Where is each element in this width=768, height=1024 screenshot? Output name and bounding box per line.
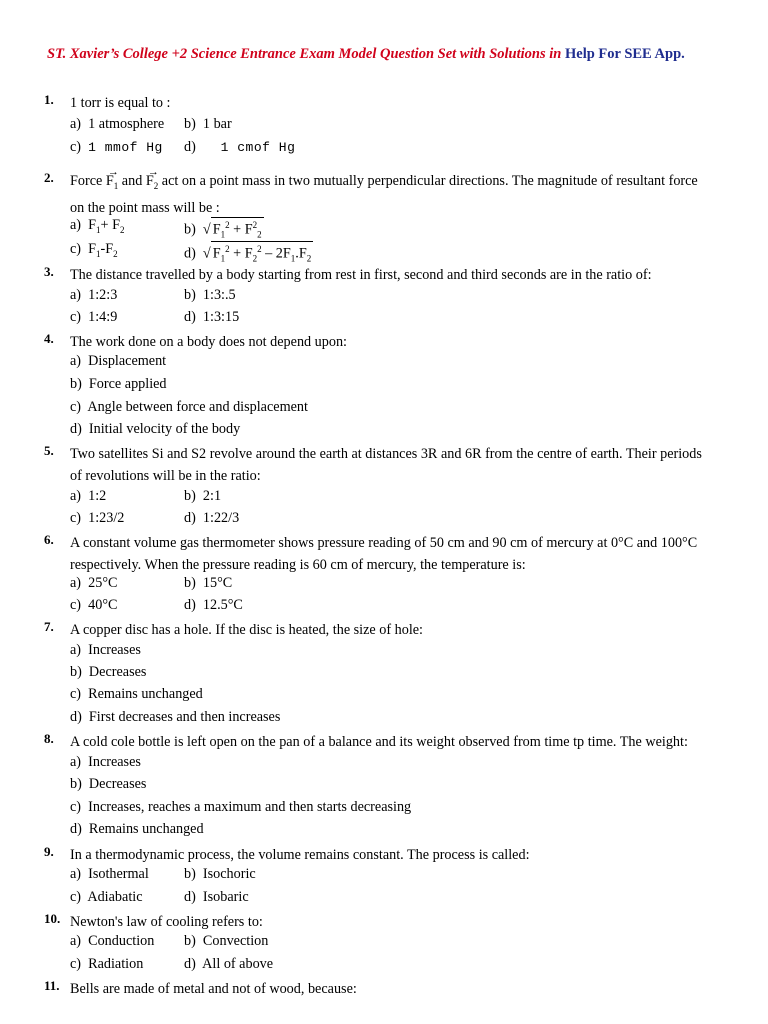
question-text: Two satellites Si and S2 revolve around the earth at distances 3R and 6R from the centre of earth. Their periods of revolutions will be in the ratio:: [70, 446, 702, 484]
option-b: b) Decreases: [70, 664, 147, 680]
question-number: 3.: [44, 264, 54, 279]
page-header: [47, 46, 737, 63]
question-text: Bells are made of metal and not of wood, because:: [70, 981, 357, 997]
option-b: b) 2:1: [184, 488, 222, 504]
option-c: c) $F_1-F_2$: [70, 241, 118, 259]
option-c: c) Radiation: [70, 956, 144, 972]
option-b: b) Convection: [184, 933, 269, 949]
question-text: Force → $F_1$ and → $F_2$ act on a point mass in two mutually perpendicular directions. The magnitude of resultant force on the point mass will be :: [70, 170, 750, 219]
question-text: The distance travelled by a body starting from rest in first, second and third seconds are in the ratio of:: [70, 267, 652, 283]
question-text: The work done on a body does not depend upon:: [70, 334, 347, 350]
question-number: 4.: [44, 331, 54, 346]
question-number: 6.: [44, 532, 54, 547]
option-b: b) Decreases: [70, 776, 147, 792]
question-number: 8.: [44, 731, 54, 746]
option-c: c) 1:4:9: [70, 309, 118, 325]
option-a: a) 1:2:3: [70, 287, 118, 303]
option-d: d) Remains unchanged: [70, 821, 204, 837]
header-title: ST. Xavier’s College +2 Science Entrance Exam Model Question Set with Solutions in: [47, 46, 562, 62]
option-c: c) Angle between force and displacement: [70, 399, 308, 415]
option-d: d) All of above: [184, 956, 274, 972]
header-app-name: Help For SEE App.: [564, 46, 685, 62]
option-b: b) 1 bar: [184, 116, 232, 132]
question-number: 2.: [44, 170, 54, 185]
question-number: 7.: [44, 619, 54, 634]
option-d: d) Isobaric: [184, 889, 249, 905]
option-d: d) First decreases and then increases: [70, 709, 281, 725]
option-b: b) Isochoric: [184, 866, 256, 882]
option-c: c) 40°C: [70, 597, 118, 613]
question-text: 1 torr is equal to :: [70, 95, 171, 111]
option-a: a) 25°C: [70, 575, 118, 591]
option-c: c) Increases, reaches a maximum and then starts decreasing: [70, 799, 412, 815]
option-d: d) 12.5°C: [184, 597, 243, 613]
question-text: Newton's law of cooling refers to:: [70, 914, 263, 930]
question-text: In a thermodynamic process, the volume remains constant. The process is called:: [70, 847, 530, 863]
question-text: A cold cole bottle is left open on the pan of a balance and its weight observed from time tp time. The weight:: [70, 734, 688, 750]
option-a: a) 1:2: [70, 488, 107, 504]
question-number: 1.: [44, 92, 54, 107]
option-b: b) 1:3:.5: [184, 287, 236, 303]
question-text: A copper disc has a hole. If the disc is heated, the size of hole:: [70, 622, 423, 638]
option-c: c) 1:23/2: [70, 510, 125, 526]
option-c: c) Remains unchanged: [70, 686, 203, 702]
option-a: a) $F_1+ F_2$: [70, 217, 125, 235]
option-c: c) 1 mmof Hg: [70, 139, 163, 155]
option-a: a) Increases: [70, 754, 141, 770]
option-c: c) Adiabatic: [70, 889, 143, 905]
option-b: b) 15°C: [184, 575, 233, 591]
question-number: 10.: [44, 911, 61, 926]
option-a: a) Conduction: [70, 933, 155, 949]
option-b: b) Force applied: [70, 376, 167, 392]
option-a: a) Increases: [70, 642, 141, 658]
option-a: a) Isothermal: [70, 866, 149, 882]
question-text: A constant volume gas thermometer shows pressure reading of 50 cm and 90 cm of mercury at 0°C and 100°C respectively. When the pressure reading is 60 cm of mercury, the temperature is:: [70, 535, 698, 573]
question-number: 9.: [44, 844, 54, 859]
option-d: d) 1:22/3: [184, 510, 240, 526]
option-d: d) 1:3:15: [184, 309, 240, 325]
option-a: a) Displacement: [70, 353, 167, 369]
vector-f1: → $F_1$: [106, 170, 118, 197]
option-d: d) 1 cmof Hg: [184, 139, 296, 155]
option-b: b) √ $F_1^2 + F^2_2$: [184, 217, 264, 242]
question-number: 5.: [44, 443, 54, 458]
option-d: d) √ $F_1^2 + F_2^2 - 2F_1.F_2$: [184, 241, 313, 266]
option-d: d) Initial velocity of the body: [70, 421, 241, 437]
option-a: a) 1 atmosphere: [70, 116, 165, 132]
vector-f2: → $F_2$: [146, 170, 158, 197]
question-number: 11.: [44, 978, 60, 993]
